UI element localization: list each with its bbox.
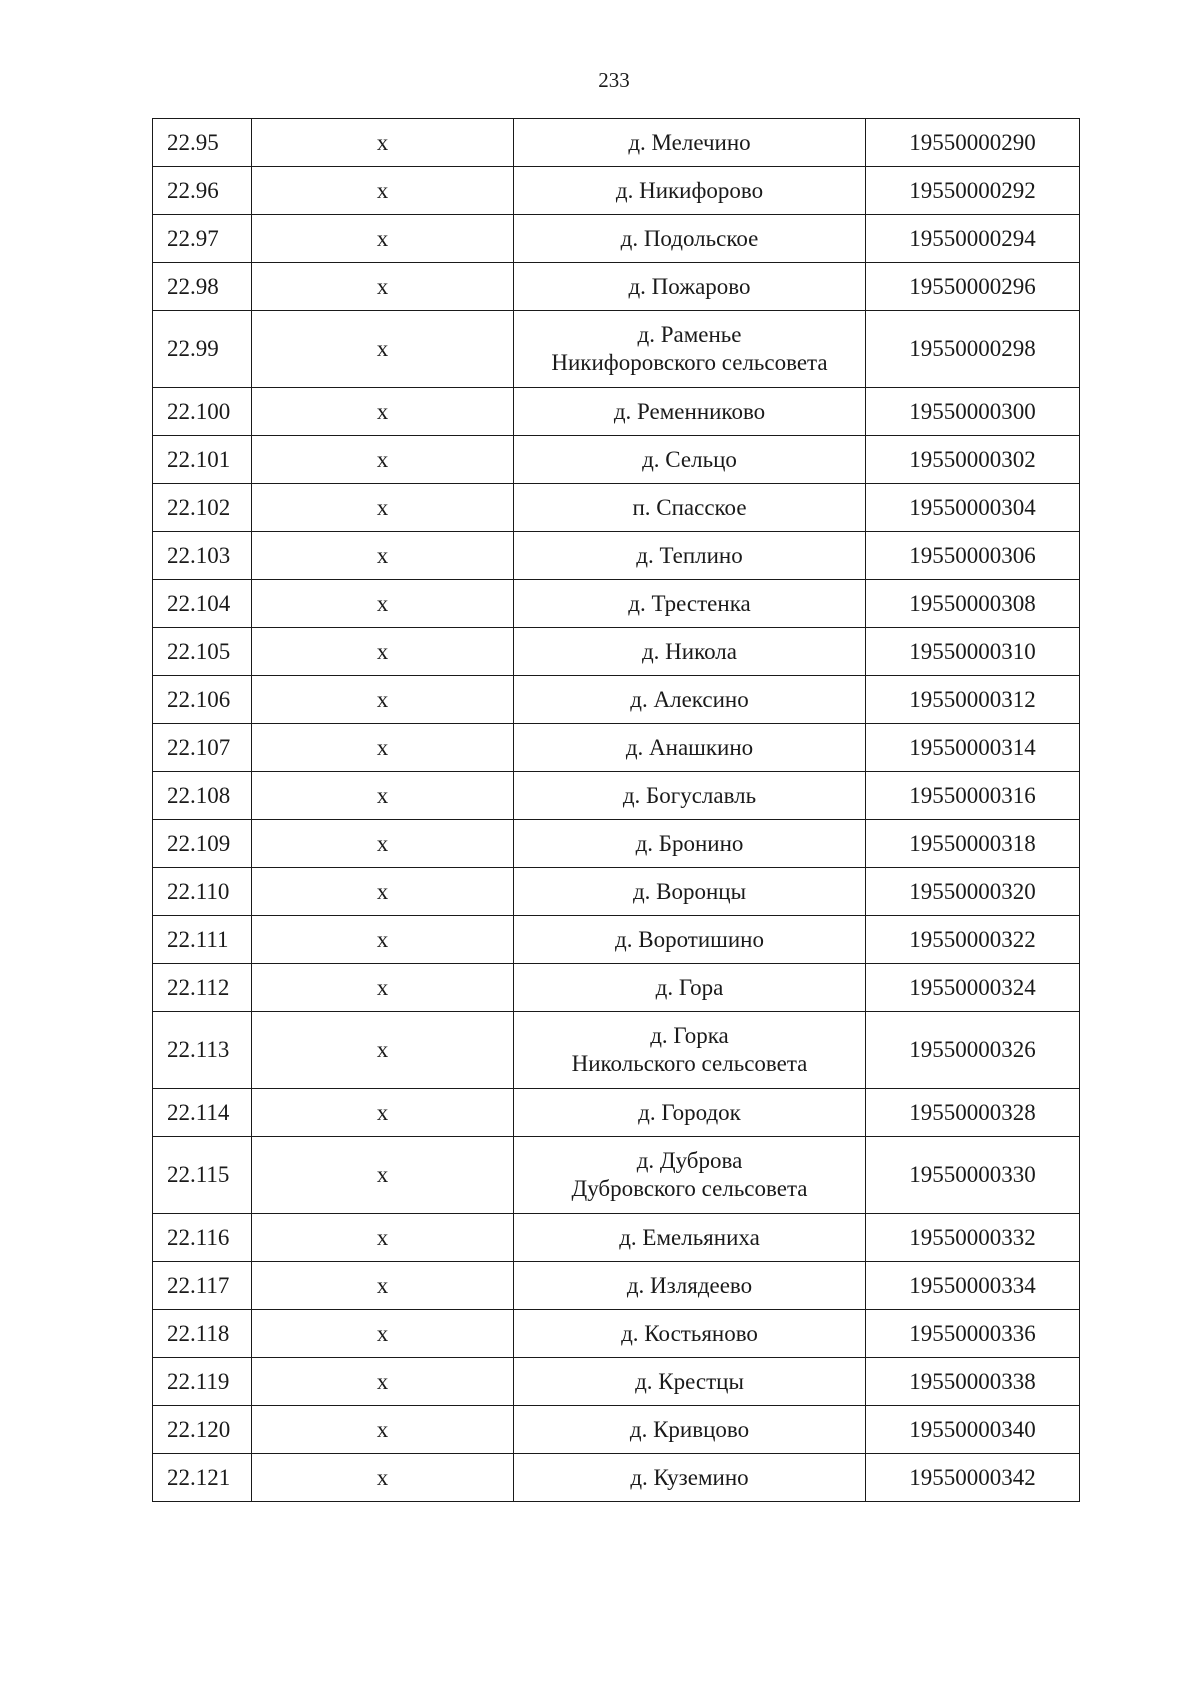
oktmo-code-cell: 19550000300 xyxy=(866,388,1080,436)
settlement-name-cell xyxy=(514,964,866,1012)
mark-cell: х xyxy=(252,964,514,1012)
settlement-name-line: д. Излядеево xyxy=(626,1272,753,1298)
settlement-name-cell xyxy=(514,436,866,484)
row-number-cell: 22.118 xyxy=(153,1310,252,1358)
row-number-cell: 22.111 xyxy=(153,916,252,964)
table-row xyxy=(153,724,1080,772)
oktmo-code-cell: 19550000302 xyxy=(866,436,1080,484)
mark-cell: х xyxy=(252,1089,514,1137)
mark-cell: х xyxy=(252,916,514,964)
settlement-name-line: д. Воротишино xyxy=(615,926,764,952)
table-row xyxy=(153,1089,1080,1137)
table-row xyxy=(153,676,1080,724)
settlement-name-cell xyxy=(514,1012,866,1089)
row-number-cell: 22.117 xyxy=(153,1262,252,1310)
settlement-name-line: д. Никола xyxy=(641,638,737,664)
settlement-name-line: д. Кривцово xyxy=(629,1416,750,1442)
table-body xyxy=(153,119,1080,1502)
table-row xyxy=(153,916,1080,964)
settlement-name-cell xyxy=(514,1310,866,1358)
mark-cell: х xyxy=(252,1012,514,1089)
settlement-name-cell xyxy=(514,1262,866,1310)
settlement-name-cell xyxy=(514,263,866,311)
oktmo-code-cell: 19550000332 xyxy=(866,1214,1080,1262)
row-number-cell: 22.104 xyxy=(153,580,252,628)
mark-cell: х xyxy=(252,820,514,868)
settlement-name-cell xyxy=(514,1406,866,1454)
oktmo-code-cell: 19550000298 xyxy=(866,311,1080,388)
mark-cell: х xyxy=(252,1214,514,1262)
table-row xyxy=(153,772,1080,820)
oktmo-code-cell: 19550000340 xyxy=(866,1406,1080,1454)
row-number-cell: 22.108 xyxy=(153,772,252,820)
mark-cell: х xyxy=(252,1454,514,1502)
table-row xyxy=(153,263,1080,311)
mark-cell: х xyxy=(252,311,514,388)
table-row xyxy=(153,964,1080,1012)
table-row xyxy=(153,628,1080,676)
settlement-name-cell xyxy=(514,868,866,916)
oktmo-code-cell: 19550000304 xyxy=(866,484,1080,532)
oktmo-code-cell: 19550000294 xyxy=(866,215,1080,263)
settlement-name-line: д. Анашкино xyxy=(625,734,754,760)
table-row xyxy=(153,1262,1080,1310)
settlement-name-line: д. Раменье xyxy=(637,322,742,347)
settlement-name-line: д. Ременниково xyxy=(613,398,766,424)
table-row xyxy=(153,1406,1080,1454)
row-number-cell: 22.120 xyxy=(153,1406,252,1454)
row-number-cell: 22.109 xyxy=(153,820,252,868)
mark-cell: х xyxy=(252,532,514,580)
settlement-name-line: д. Дуброва xyxy=(636,1148,743,1173)
table-row xyxy=(153,1012,1080,1089)
row-number-cell: 22.95 xyxy=(153,119,252,167)
settlement-name-cell xyxy=(514,628,866,676)
oktmo-code-cell: 19550000308 xyxy=(866,580,1080,628)
settlement-name-line: д. Алексино xyxy=(630,686,749,712)
mark-cell: х xyxy=(252,215,514,263)
settlement-name-cell xyxy=(514,215,866,263)
mark-cell: х xyxy=(252,436,514,484)
mark-cell: х xyxy=(252,772,514,820)
oktmo-code-cell: 19550000306 xyxy=(866,532,1080,580)
mark-cell: х xyxy=(252,1358,514,1406)
oktmo-code-cell: 19550000310 xyxy=(866,628,1080,676)
oktmo-code-cell: 19550000336 xyxy=(866,1310,1080,1358)
table-row xyxy=(153,1454,1080,1502)
settlement-name-cell xyxy=(514,1214,866,1262)
table-row xyxy=(153,119,1080,167)
mark-cell: х xyxy=(252,1310,514,1358)
row-number-cell: 22.106 xyxy=(153,676,252,724)
row-number-cell: 22.107 xyxy=(153,724,252,772)
settlement-name-cell xyxy=(514,1358,866,1406)
row-number-cell: 22.119 xyxy=(153,1358,252,1406)
settlement-name-line: д. Гора xyxy=(655,974,724,1000)
settlements-table xyxy=(152,118,1080,1502)
oktmo-code-cell: 19550000326 xyxy=(866,1012,1080,1089)
oktmo-code-cell: 19550000292 xyxy=(866,167,1080,215)
settlement-name-line: д. Трестенка xyxy=(628,590,751,616)
settlement-name-cell xyxy=(514,916,866,964)
settlement-name-cell xyxy=(514,676,866,724)
table-row xyxy=(153,311,1080,388)
oktmo-code-cell: 19550000316 xyxy=(866,772,1080,820)
oktmo-code-cell: 19550000334 xyxy=(866,1262,1080,1310)
oktmo-code-cell: 19550000338 xyxy=(866,1358,1080,1406)
row-number-cell: 22.98 xyxy=(153,263,252,311)
settlement-name-cell xyxy=(514,724,866,772)
table-row xyxy=(153,167,1080,215)
oktmo-code-cell: 19550000328 xyxy=(866,1089,1080,1137)
settlement-name-cell xyxy=(514,580,866,628)
table-row xyxy=(153,868,1080,916)
settlement-name-cell xyxy=(514,119,866,167)
row-number-cell: 22.121 xyxy=(153,1454,252,1502)
settlement-name-line: д. Богуславль xyxy=(622,782,757,808)
settlement-name-line: д. Воронцы xyxy=(632,878,747,904)
row-number-cell: 22.103 xyxy=(153,532,252,580)
table-row xyxy=(153,1137,1080,1214)
settlement-name-line: д. Емельяниха xyxy=(619,1224,760,1250)
row-number-cell: 22.102 xyxy=(153,484,252,532)
settlement-name-line: п. Спасское xyxy=(632,494,747,520)
settlement-name-cell xyxy=(514,1454,866,1502)
row-number-cell: 22.116 xyxy=(153,1214,252,1262)
table-row xyxy=(153,580,1080,628)
row-number-cell: 22.110 xyxy=(153,868,252,916)
settlement-name-cell xyxy=(514,1137,866,1214)
mark-cell: х xyxy=(252,119,514,167)
settlement-name-cell xyxy=(514,532,866,580)
page-number: 233 xyxy=(598,68,630,92)
settlement-name-line: Дубровского сельсовета xyxy=(571,1176,808,1201)
mark-cell: х xyxy=(252,724,514,772)
settlement-name-cell xyxy=(514,772,866,820)
oktmo-code-cell: 19550000322 xyxy=(866,916,1080,964)
mark-cell: х xyxy=(252,263,514,311)
table-row xyxy=(153,484,1080,532)
settlement-name-cell xyxy=(514,388,866,436)
table-row xyxy=(153,820,1080,868)
settlement-name-line: Никифоровского сельсовета xyxy=(551,350,828,375)
oktmo-code-cell: 19550000290 xyxy=(866,119,1080,167)
oktmo-code-cell: 19550000296 xyxy=(866,263,1080,311)
row-number-cell: 22.96 xyxy=(153,167,252,215)
mark-cell: х xyxy=(252,1137,514,1214)
settlement-name-line: д. Бронино xyxy=(635,830,744,856)
row-number-cell: 22.105 xyxy=(153,628,252,676)
row-number-cell: 22.99 xyxy=(153,311,252,388)
settlement-name-line: д. Мелечино xyxy=(628,129,751,155)
mark-cell: х xyxy=(252,484,514,532)
table-row xyxy=(153,1358,1080,1406)
settlement-name-cell xyxy=(514,1089,866,1137)
settlement-name-line: д. Костьяново xyxy=(621,1320,758,1346)
mark-cell: х xyxy=(252,868,514,916)
row-number-cell: 22.113 xyxy=(153,1012,252,1089)
mark-cell: х xyxy=(252,580,514,628)
mark-cell: х xyxy=(252,676,514,724)
mark-cell: х xyxy=(252,1262,514,1310)
row-number-cell: 22.115 xyxy=(153,1137,252,1214)
row-number-cell: 22.112 xyxy=(153,964,252,1012)
table-row xyxy=(153,215,1080,263)
settlement-name-line: д. Куземино xyxy=(630,1464,749,1490)
oktmo-code-cell: 19550000330 xyxy=(866,1137,1080,1214)
row-number-cell: 22.101 xyxy=(153,436,252,484)
oktmo-code-cell: 19550000324 xyxy=(866,964,1080,1012)
row-number-cell: 22.114 xyxy=(153,1089,252,1137)
row-number-cell: 22.97 xyxy=(153,215,252,263)
settlement-name-cell xyxy=(514,167,866,215)
settlement-name-line: д. Городок xyxy=(638,1099,741,1125)
table-row xyxy=(153,1214,1080,1262)
settlement-name-line: д. Никифорово xyxy=(615,177,764,203)
mark-cell: х xyxy=(252,388,514,436)
settlement-name-line: д. Горка xyxy=(650,1023,729,1048)
table-row xyxy=(153,436,1080,484)
mark-cell: х xyxy=(252,167,514,215)
table-row xyxy=(153,388,1080,436)
mark-cell: х xyxy=(252,1406,514,1454)
table-row xyxy=(153,532,1080,580)
settlement-name-cell xyxy=(514,311,866,388)
row-number-cell: 22.100 xyxy=(153,388,252,436)
oktmo-code-cell: 19550000312 xyxy=(866,676,1080,724)
settlement-name-line: Никольского сельсовета xyxy=(571,1051,808,1076)
settlement-name-line: д. Теплино xyxy=(636,542,743,568)
settlement-name-cell xyxy=(514,484,866,532)
settlement-name-line: д. Сельцо xyxy=(642,446,737,472)
oktmo-code-cell: 19550000314 xyxy=(866,724,1080,772)
oktmo-code-cell: 19550000342 xyxy=(866,1454,1080,1502)
settlement-name-line: д. Подольское xyxy=(620,225,759,251)
settlement-name-cell xyxy=(514,820,866,868)
oktmo-code-cell: 19550000320 xyxy=(866,868,1080,916)
table-row xyxy=(153,1310,1080,1358)
settlement-name-line: д. Крестцы xyxy=(635,1368,744,1394)
oktmo-code-cell: 19550000318 xyxy=(866,820,1080,868)
settlement-name-line: д. Пожарово xyxy=(628,273,751,299)
mark-cell: х xyxy=(252,628,514,676)
